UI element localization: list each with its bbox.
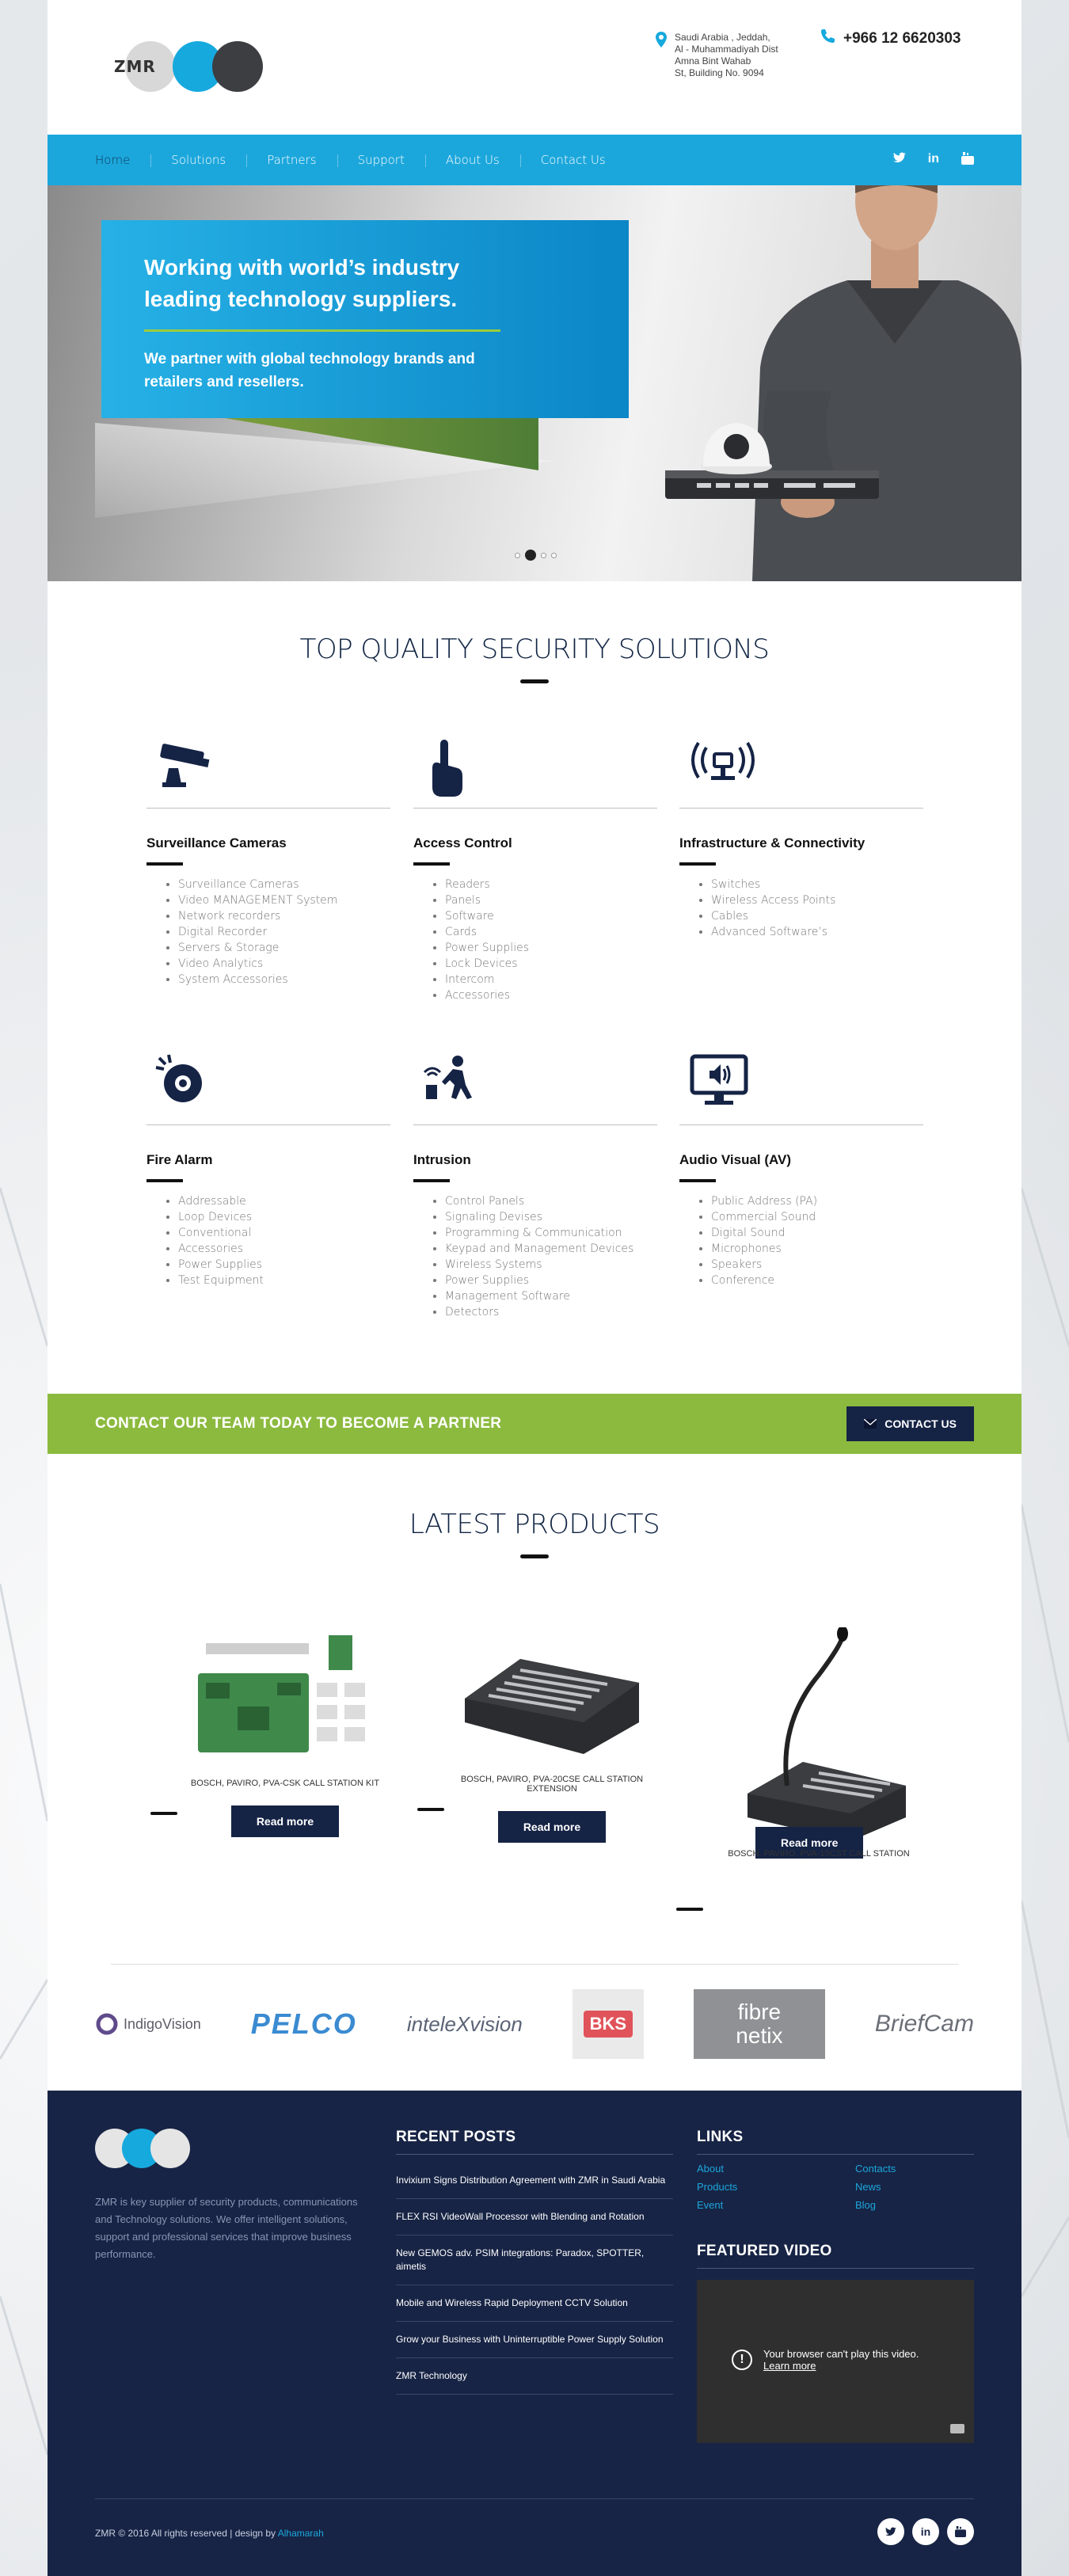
list-item: • Public Address (PA)	[711, 1193, 923, 1209]
recent-post-link[interactable]: Invixium Signs Distribution Agreement with ZMR in Saudi Arabia	[396, 2163, 673, 2199]
list-item: • Switches	[711, 877, 923, 892]
recent-post-link[interactable]: Grow your Business with Uninterruptible Power Supply Solution	[396, 2322, 673, 2358]
list-item: • Video Analytics	[178, 956, 390, 972]
list-item: • Servers & Storage	[178, 940, 390, 956]
solution-list	[679, 1193, 923, 1288]
list-item: • Digital Sound	[711, 1225, 923, 1241]
brand-logo-fibrenetix[interactable]	[694, 1989, 825, 2059]
brand-name: PELCO	[250, 2007, 357, 2040]
partner-cta-text: CONTACT OUR TEAM TODAY TO BECOME A PARTNER	[95, 1415, 502, 1432]
list-item: • Conference	[711, 1273, 923, 1288]
solution-title: Surveillance Cameras	[146, 835, 287, 850]
list-item: • Software	[445, 908, 657, 924]
recent-post-link[interactable]: FLEX RSI VideoWall Processor with Blending and Rotation	[396, 2199, 673, 2235]
read-more-button[interactable]: Read more	[231, 1805, 339, 1837]
hero-sub-line: We partner with global technology brands and	[144, 351, 475, 367]
brands-divider	[111, 1964, 958, 1965]
footer-link-blog[interactable]: Blog	[855, 2199, 877, 2211]
solution-card-surveillance	[146, 736, 390, 987]
address-line: Al - Muhammadiyah Dist	[675, 44, 778, 55]
address-line: Saudi Arabia , Jeddah,	[675, 32, 770, 43]
twitter-icon[interactable]	[893, 152, 906, 169]
intruder-icon	[413, 1053, 657, 1124]
hero-dot[interactable]	[551, 553, 557, 558]
indigovision-ring-icon	[95, 2012, 119, 2036]
brand-logo-briefcam[interactable]	[875, 2011, 974, 2038]
footer-rule	[396, 2154, 673, 2155]
location-pin-icon	[656, 32, 667, 48]
cctv-camera-icon	[146, 736, 390, 808]
list-item: • Conventional	[178, 1225, 390, 1241]
solution-title: Access Control	[413, 835, 512, 850]
hero-dot[interactable]	[541, 553, 546, 558]
featured-video	[697, 2243, 974, 2443]
logo-circle-dark	[212, 41, 263, 92]
title-underline	[520, 1554, 549, 1558]
title-underline	[146, 862, 183, 866]
partner-cta-banner	[48, 1394, 1021, 1454]
solution-card-audio-visual	[679, 1053, 923, 1288]
title-underline	[679, 1179, 716, 1182]
recent-post-link[interactable]: Mobile and Wireless Rapid Deployment CCTV Solution	[396, 2285, 673, 2322]
card-divider	[146, 1124, 390, 1125]
video-error-message	[732, 2348, 919, 2372]
hero-slider	[48, 185, 1021, 581]
list-item: • Lock Devices	[445, 956, 657, 972]
hero-subheading	[144, 348, 586, 394]
hero-heading-line: Working with world’s industry	[144, 255, 460, 280]
list-item: • Commercial Sound	[711, 1209, 923, 1225]
card-divider	[679, 808, 923, 809]
product-card	[708, 1627, 930, 1859]
recent-post-link[interactable]: ZMR Technology	[396, 2358, 673, 2395]
product-image-call-station-extension	[449, 1627, 655, 1766]
recent-posts-title: RECENT POSTS	[396, 2129, 516, 2145]
brand-logo-bks[interactable]	[573, 1989, 644, 2059]
card-divider	[413, 1124, 657, 1125]
copyright	[95, 2528, 324, 2539]
site-header	[48, 0, 1021, 135]
list-item: • Advanced Software’s	[711, 924, 923, 940]
list-item: • Wireless Systems	[445, 1257, 657, 1273]
read-more-button[interactable]: Read more	[498, 1811, 606, 1843]
solution-title: Audio Visual (AV)	[679, 1152, 792, 1167]
latest-products-section	[48, 1509, 1021, 1859]
footer-bottom-rule	[95, 2498, 974, 2499]
list-item: • Power Supplies	[445, 940, 657, 956]
nav-home[interactable]: Home	[95, 153, 131, 167]
brand-name: IndigoVision	[124, 2015, 201, 2032]
products-title: LATEST PRODUCTS	[409, 1509, 660, 1540]
solution-title: Fire Alarm	[146, 1152, 213, 1167]
hero-pagination	[515, 550, 557, 561]
links-title: LINKS	[697, 2129, 744, 2145]
linkedin-icon[interactable]: in	[927, 152, 939, 166]
product-dash	[417, 1808, 444, 1811]
hero-sub-line: retailers and resellers.	[144, 374, 304, 390]
solutions-title: TOP QUALITY SECURITY SOLUTIONS	[299, 634, 770, 665]
list-item: • Cables	[711, 908, 923, 924]
list-item: • Digital Recorder	[178, 924, 390, 940]
title-underline	[146, 1179, 183, 1182]
list-item: • Detectors	[445, 1304, 657, 1320]
list-item: • Signaling Devises	[445, 1209, 657, 1225]
list-item: • Cards	[445, 924, 657, 940]
solution-title: Intrusion	[413, 1152, 471, 1167]
youtube-icon[interactable]	[961, 152, 974, 169]
phone-icon	[820, 29, 835, 49]
nav-about-us[interactable]: About Us	[425, 153, 520, 167]
list-item: • Test Equipment	[178, 1273, 390, 1288]
list-item: • Speakers	[711, 1257, 923, 1273]
footer-rule	[697, 2154, 974, 2155]
product-caption[interactable]: BOSCH, PAVIRO, PVA-20CSE CALL STATION EXTENSION	[460, 1775, 644, 1794]
footer-rule	[697, 2268, 974, 2269]
contact-us-button[interactable]	[846, 1406, 974, 1441]
learn-more-link[interactable]: Learn more	[763, 2360, 816, 2372]
footer-about	[95, 2129, 372, 2263]
hero-heading-line: leading technology suppliers.	[144, 287, 458, 311]
solution-list	[413, 1193, 657, 1320]
hero-text-box	[101, 220, 629, 418]
hero-heading	[144, 252, 586, 315]
solution-title: Infrastructure & Connectivity	[679, 835, 865, 850]
list-item: • Control Panels	[445, 1193, 657, 1209]
brand-name: inteleXvision	[406, 2011, 523, 2036]
title-underline	[679, 862, 716, 866]
hero-dot[interactable]	[515, 553, 520, 558]
twitter-icon[interactable]	[877, 2518, 904, 2545]
solution-card-infrastructure	[679, 736, 923, 940]
footer-social-links	[877, 2518, 974, 2545]
footer-link-products[interactable]: Products	[697, 2181, 738, 2193]
solution-card-access-control	[413, 736, 657, 1003]
product-image-call-station-kit	[190, 1627, 380, 1770]
footer-link-contacts[interactable]: Contacts	[855, 2163, 896, 2175]
product-dash	[150, 1812, 177, 1815]
list-item: • Panels	[445, 892, 657, 908]
title-underline	[413, 862, 450, 866]
phone-block[interactable]	[820, 29, 961, 49]
list-item: • Video MANAGEMENT System	[178, 892, 390, 908]
page	[48, 0, 1021, 2576]
product-dash	[676, 1908, 703, 1911]
brand-logo-pelco[interactable]	[251, 2007, 357, 2041]
site-footer	[48, 2091, 1021, 2576]
linkedin-icon[interactable]: in	[912, 2518, 939, 2545]
logo-circle-light	[150, 2129, 190, 2168]
card-divider	[679, 1124, 923, 1125]
designer-link[interactable]: Alhamarah	[277, 2528, 324, 2539]
footer-links	[697, 2129, 974, 2443]
list-item: • Accessories	[178, 1241, 390, 1257]
youtube-icon[interactable]	[947, 2518, 974, 2545]
footer-link-list	[697, 2163, 974, 2211]
solution-list	[413, 877, 657, 1003]
list-item: • Addressable	[178, 1193, 390, 1209]
youtube-icon[interactable]	[950, 2424, 964, 2433]
card-divider	[146, 808, 390, 809]
solutions-section	[48, 634, 1021, 1318]
footer-about-text: ZMR is key supplier of security products, communications and Technology solutions. We offer intelligent solutions, support and professional services that improve business performance.	[95, 2196, 358, 2260]
network-signal-icon	[679, 736, 923, 808]
main-navigation	[48, 135, 1021, 185]
product-card	[441, 1627, 663, 1843]
product-image-call-station	[724, 1627, 914, 1841]
footer-logo[interactable]	[95, 2129, 372, 2173]
card-divider	[413, 808, 657, 809]
footer-recent-posts	[396, 2129, 673, 2395]
list-item: • Network recorders	[178, 908, 390, 924]
recent-post-link[interactable]: New GEMOS adv. PSIM integrations: Paradox, SPOTTER, aimetis	[396, 2235, 673, 2285]
brand-name: BKS	[584, 2011, 633, 2038]
list-item: • Surveillance Cameras	[178, 877, 390, 892]
solution-list	[146, 1193, 390, 1288]
list-item: • Wireless Access Points	[711, 892, 923, 908]
brand-logo-intelexvision[interactable]	[407, 2012, 523, 2037]
featured-video-title: FEATURED VIDEO	[697, 2243, 832, 2259]
nav-partners[interactable]: Partners	[246, 153, 337, 167]
hero-man-with-dvr-image	[610, 185, 1021, 581]
footer-link-news[interactable]: News	[855, 2181, 881, 2193]
solution-list	[679, 877, 923, 940]
solution-card-fire-alarm	[146, 1053, 390, 1288]
list-item: • Loop Devices	[178, 1209, 390, 1225]
list-item: • Accessories	[445, 987, 657, 1003]
video-player[interactable]	[697, 2280, 974, 2443]
list-item: • System Accessories	[178, 972, 390, 987]
logo-text: ZMR	[114, 57, 156, 76]
address-block	[656, 32, 778, 79]
product-caption[interactable]: BOSCH, PAVIRO, PVA-CSK CALL STATION KIT	[190, 1779, 380, 1788]
phone-number: +966 12 6620303	[843, 30, 961, 47]
copyright-text: ZMR © 2016 All rights reserved | design by	[95, 2528, 276, 2539]
envelope-icon	[864, 1419, 877, 1429]
info-icon: !	[732, 2350, 752, 2370]
title-underline	[520, 679, 549, 683]
list-item: • Management Software	[445, 1288, 657, 1304]
read-more-button[interactable]: Read more	[755, 1827, 863, 1859]
list-item: • Power Supplies	[445, 1273, 657, 1288]
video-error-text: Your browser can't play this video.	[763, 2348, 919, 2360]
header-social-links	[893, 152, 974, 169]
list-item: • Programming & Communication	[445, 1225, 657, 1241]
footer-link-event[interactable]: Event	[697, 2199, 724, 2211]
list-item: • Intercom	[445, 972, 657, 987]
nav-support[interactable]: Support	[337, 153, 425, 167]
partner-brands-strip	[95, 1988, 974, 2060]
nav-contact-us[interactable]: Contact Us	[520, 153, 626, 167]
list-item: • Microphones	[711, 1241, 923, 1257]
contact-us-label: CONTACT US	[884, 1417, 957, 1430]
solution-card-intrusion	[413, 1053, 657, 1320]
list-item: • Power Supplies	[178, 1257, 390, 1273]
site-logo[interactable]	[105, 41, 263, 92]
product-caption[interactable]: BOSCH, PAVIRO, PVA-15CST CALL STATION	[728, 1849, 910, 1859]
address-line: St, Building No. 9094	[675, 67, 764, 78]
fire-alarm-icon	[146, 1053, 390, 1124]
list-item: • Keypad and Management Devices	[445, 1241, 657, 1257]
product-card	[174, 1627, 396, 1837]
footer-link-about[interactable]: About	[697, 2163, 724, 2175]
brand-name: fibre netix	[736, 2000, 783, 2048]
address-line: Amna Bint Wahab	[675, 55, 751, 67]
touch-hand-icon	[413, 736, 657, 808]
hero-rule	[144, 329, 500, 332]
list-item: • Readers	[445, 877, 657, 892]
brand-logo-indigovision[interactable]	[95, 2012, 201, 2036]
hero-dot-active[interactable]	[525, 550, 536, 561]
address-lines	[675, 32, 778, 79]
nav-solutions[interactable]: Solutions	[150, 153, 246, 167]
solution-list	[146, 877, 390, 987]
brand-name: BriefCam	[874, 2011, 974, 2037]
audio-monitor-icon	[679, 1053, 923, 1124]
title-underline	[413, 1179, 450, 1182]
